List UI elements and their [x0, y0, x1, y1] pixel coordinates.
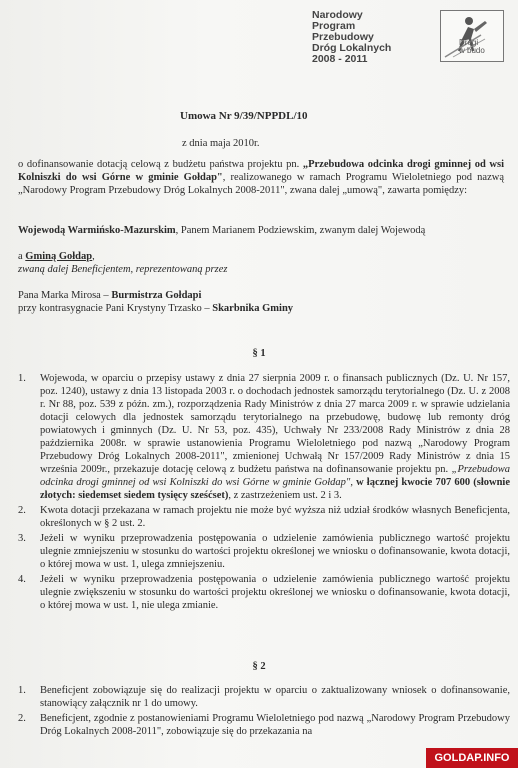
item-text: , z zastrzeżeniem ust. 2 i 3. — [228, 490, 342, 501]
logo-box-caption — [459, 39, 503, 55]
item-text: Beneficjent, zgodnie z postanowieniami Programu Wieloletniego pod nazwą „Narodowy Program Przebudowy Dróg Lokalnych 2008-2011", zobowiązuje się do przekazania na — [40, 713, 510, 737]
program-logo — [290, 4, 518, 68]
logo-line: Dróg Lokalnych — [312, 42, 392, 54]
project-name: „Przebudowa odcinka drogi gminnej od wsi Kolniszki do wsi Górne w gminie Gołdap" — [18, 159, 504, 183]
and-word: a — [18, 251, 26, 262]
voivode-name: Wojewodą Warmińsko-Mazurskim — [18, 225, 176, 236]
list-item — [18, 372, 510, 502]
beneficiary-label: zwaną dalej Beneficjentem, reprezentowaną przez — [18, 264, 228, 275]
treasurer-name: przy kontrasygnacie Pani Krystyny Trzasko – — [18, 303, 213, 314]
site-watermark: GOLDAP.INFO — [426, 748, 518, 768]
section-1-list — [18, 372, 510, 614]
item-number: 1. — [18, 685, 26, 696]
logo-line: Narodowy — [312, 9, 363, 21]
item-number: 3. — [18, 533, 26, 544]
mayor-line — [18, 289, 201, 302]
intro-paragraph — [18, 158, 504, 197]
list-item — [18, 532, 510, 571]
voivode-rest: , Panem Marianem Podziewskim, zwanym dalej Wojewodą — [175, 225, 426, 236]
logo-box-line: w budo — [459, 46, 485, 55]
agreement-title: Umowa Nr 9/39/NPPDL/10 — [180, 110, 308, 122]
intro-text-cont: , realizowanego w ramach Programu Wieloletniego pod nazwą „Narodowy Program Przebudowy Dróg Lokalnych 2008-2011", zwana dalej „umową", zawarta pomiędzy: — [18, 172, 504, 196]
item-text: Jeżeli w wyniku przeprowadzenia postępowania o udzielenie zamówienia publicznego wartość projektu ulegnie zwiększeniu w stosunku do wartości projektu określonej we wniosku o dofinansowanie, kwota dotacji, o której mowa w ust. 1, nie ulega zmianie. — [40, 574, 510, 611]
item-number: 1. — [18, 373, 26, 384]
program-logo-text — [312, 10, 432, 65]
road-worker-icon — [440, 10, 504, 62]
logo-line: Przebudowy — [312, 31, 374, 43]
logo-box-line: Drogi — [459, 38, 479, 47]
item-number: 2. — [18, 505, 26, 516]
list-item — [18, 573, 510, 612]
treasurer-role: Skarbnika Gminy — [212, 303, 294, 314]
project-name-italic: „Przebudowa odcinka drogi gminnej od wsi Kolniszki do wsi Górne w gminie Gołdap" — [40, 464, 510, 488]
agreement-date: z dnia maja 2010r. — [182, 138, 260, 149]
gmina-name: Gminą Gołdap — [25, 251, 93, 262]
list-item — [18, 504, 510, 530]
item-number: 4. — [18, 574, 26, 585]
item-number: 2. — [18, 713, 26, 724]
party-voivode — [18, 224, 504, 237]
list-item — [18, 684, 510, 710]
item-text: Jeżeli w wyniku przeprowadzenia postępowania o udzielenie zamówienia publicznego wartość projektu ulegnie zmniejszeniu w stosunku do wartości projektu określonej we wniosku o dofinansowanie, kwota dotacji, o której mowa w ust. 1, ulega zmniejszeniu. — [40, 533, 510, 570]
item-text: Beneficjent zobowiązuje się do realizacji projektu w oparciu o zaktualizowany wniosek o dofinansowanie, stanowiący załącznik nr 1 do umowy. — [40, 685, 510, 709]
item-text: , — [350, 477, 357, 488]
section-2-list — [18, 684, 510, 740]
grant-amount: w łącznej kwocie 707 600 (słownie złotych: siedemset siedem tysięcy sześćset) — [40, 477, 510, 501]
list-item — [18, 712, 510, 738]
party-gmina — [18, 250, 95, 263]
logo-line: Program — [312, 20, 356, 32]
item-text: Wojewoda, w oparciu o przepisy ustawy z dnia 27 sierpnia 2009 r. o finansach publicznych (Dz. U. Nr 157, poz. 1240), ustawy z dnia 13 listopada 2003 r. o dochodach jednostek samorządu terytorialnego (Dz. U. z 2008 r. Nr 88, poz. 539 z późn. zm.), rozporządzenia Rady Ministrów z dnia 27 marca 2009 r. w sprawie udzielania dotacji celowych dla jednostek samorządu terytorialnego na przebudowę, budowę lub remonty dróg powiatowych i gminnych (Dz. U. Nr 53, poz. 435), Uchwały Nr 233/2008 Rady Ministrów z dnia 28 października 2008r. w sprawie ustanowienia Programu Wieloletniego pod nazwą „Narodowy Program Przebudowy Dróg Lokalnych 2008-2011", zmienionej Uchwałą Nr 157/2009 Rady Ministrów z dnia 15 września 2009r., przekazuje dotację celową z budżetu państwa na dofinansowanie projektu pn. — [40, 373, 510, 475]
logo-line: 2008 - 2011 — [312, 53, 368, 65]
section-2-heading: § 2 — [252, 661, 266, 672]
mayor-role: Burmistrza Gołdapi — [111, 290, 202, 301]
gmina-comma: , — [92, 251, 95, 262]
item-text: Kwota dotacji przekazana w ramach projektu nie może być wyższa niż udział środków własnych Beneficjenta, określonych w § 2 ust. 2. — [40, 505, 510, 529]
treasurer-line — [18, 302, 293, 315]
mayor-name: Pana Marka Mirosa – — [18, 290, 112, 301]
section-1-heading: § 1 — [252, 348, 266, 359]
intro-text: o dofinansowanie dotacją celową z budżetu państwa projektu pn. — [18, 159, 303, 170]
